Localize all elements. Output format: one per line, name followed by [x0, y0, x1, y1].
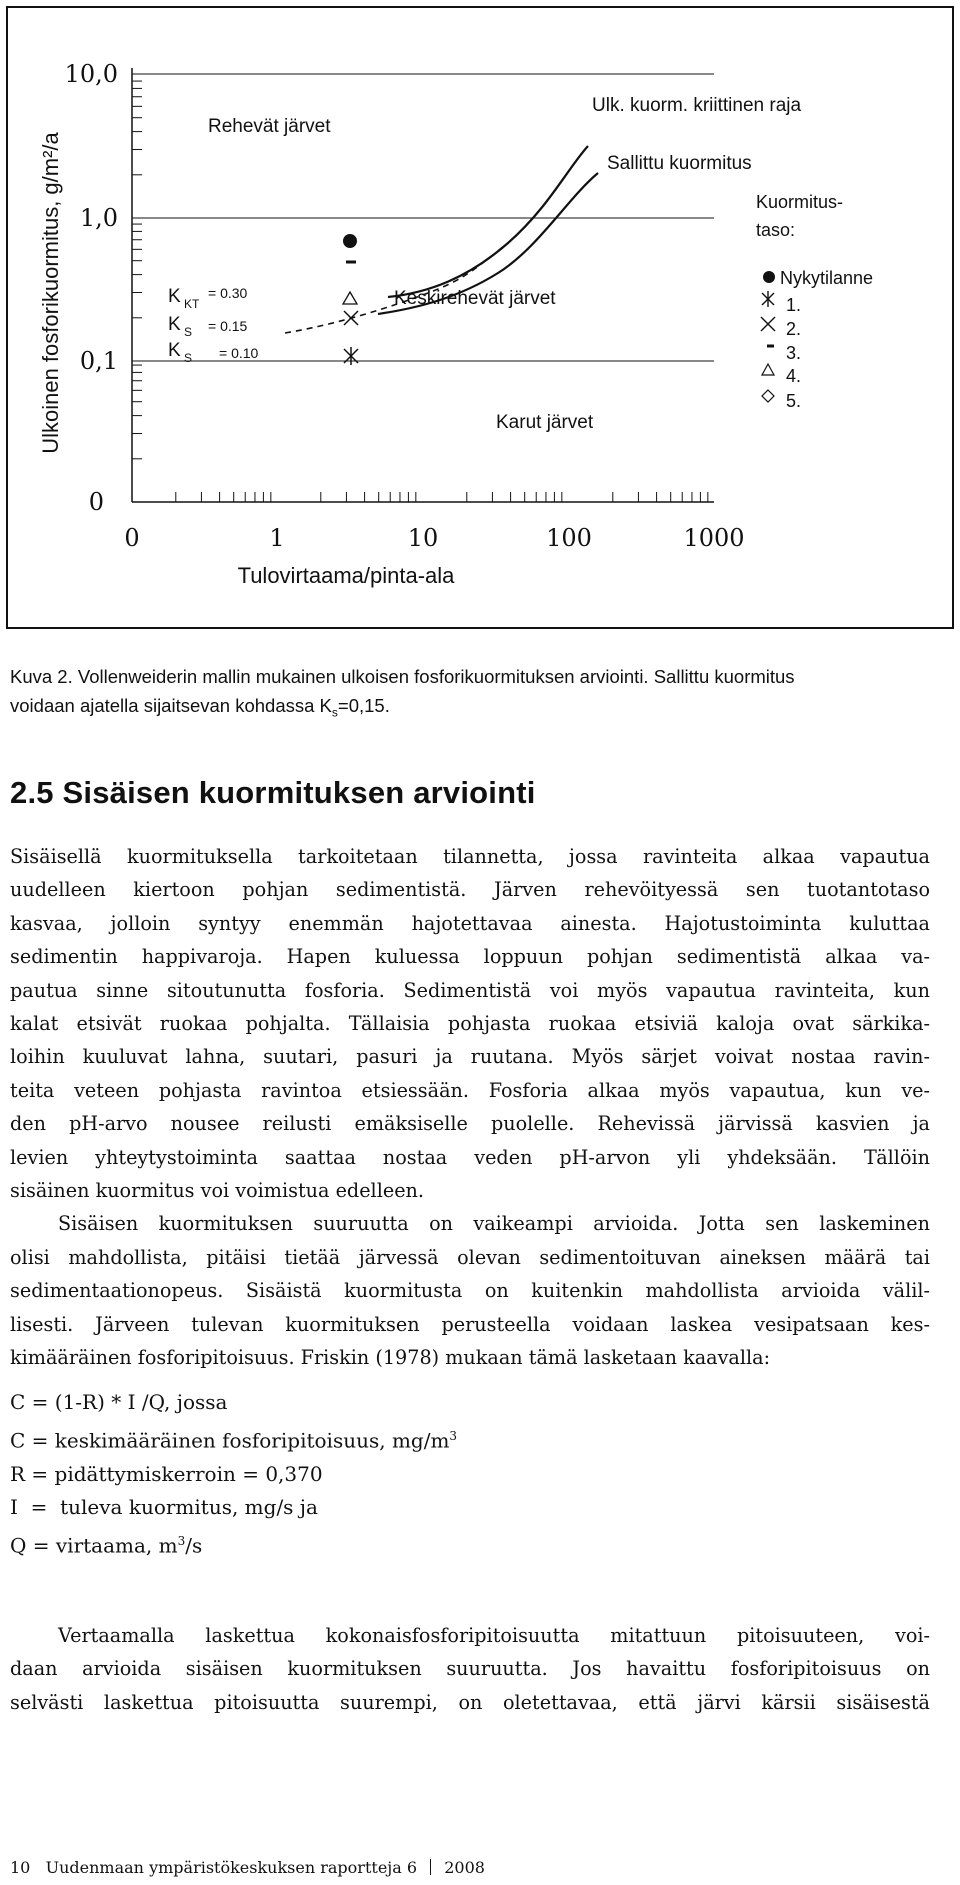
legend-symbol-triangle	[762, 364, 774, 375]
caption-subscript: s	[331, 705, 338, 720]
body-text-2	[10, 1619, 930, 1719]
text-line: den pH-arvo nousee reilusti emäksiselle puolelle. Rehevissä järvissä kasvien ja	[10, 1112, 930, 1136]
vollenweider-chart	[8, 8, 956, 631]
footer-separator	[430, 1859, 431, 1875]
text-line: selvästi laskettua pitoisuutta suurempi, on oletettavaa, että järvi kärsii sisäisestä	[10, 1690, 930, 1714]
y-tick-label: 1,0	[79, 204, 118, 232]
text-line: lisesti. Järveen tulevan kuormituksen perusteella voidaan laskea vesipatsaan kes-	[10, 1312, 930, 1336]
curve-label-critical: Ulk. kuorm. kriittinen raja	[592, 95, 802, 116]
zone-label-eutrophic: Rehevät järvet	[208, 116, 331, 137]
formula-sup: 3	[449, 1428, 458, 1443]
legend-symbol-cross	[761, 317, 775, 331]
y-tick-label: 0,1	[79, 347, 118, 375]
figure-frame	[6, 6, 954, 629]
formula-line	[10, 1420, 457, 1458]
formula-text: Q = virtaama, m	[10, 1533, 178, 1558]
y-axis-title: Ulkoinen fosforikuormitus, g/m²/a	[38, 132, 63, 454]
body-text	[10, 840, 930, 1375]
page-number: 10	[10, 1858, 31, 1877]
text-line: sedimentaationopeus. Sisäistä kuormitusta on kuitenkin mahdollista arvioida välil-	[10, 1279, 930, 1303]
formula-sup: 3	[177, 1533, 186, 1548]
page-footer	[10, 1858, 485, 1877]
text-line: kalat etsivät ruokaa pohjalta. Tällaisia pohjasta ruokaa etsiviä kaloja ovat särkika-	[10, 1012, 930, 1036]
x-tick-label: 1000	[683, 524, 745, 552]
marker-level4	[343, 292, 357, 304]
y-tick-label: 0	[88, 488, 104, 516]
paragraph-1	[10, 840, 930, 1207]
publication-year: 2008	[444, 1858, 485, 1877]
paragraph-3	[10, 1619, 930, 1719]
formula-line: I = tuleva kuormitus, mg/s ja	[10, 1495, 318, 1520]
x-tick-label: 100	[546, 524, 592, 552]
coef-k-sub: S	[184, 325, 193, 339]
text-line: pautua sinne sitoutunutta fosforia. Sedimentistä voi myös vapautua ravinteita, kun	[10, 978, 930, 1002]
text-line: Sisäisellä kuormituksella tarkoitetaan tilannetta, jossa ravinteita alkaa vapautua	[10, 845, 930, 868]
coef-k-label: K	[168, 286, 181, 307]
caption-line: Kuva 2. Vollenweiderin mallin mukainen ulkoisen fosforikuormituksen arviointi. Sallittu kuormitus	[10, 666, 795, 687]
coef-k-label: K	[168, 314, 181, 335]
section-heading: 2.5 Sisäisen kuormituksen arviointi	[10, 775, 536, 810]
x-tick-label: 0	[124, 524, 140, 552]
x-tick-label: 1	[269, 524, 285, 552]
x-tick-label: 10	[407, 524, 439, 552]
caption-text: voidaan ajatella sijaitsevan kohdassa K	[10, 695, 332, 716]
legend-label: 2.	[786, 319, 802, 339]
marker-level2	[344, 311, 358, 325]
legend-label: 5.	[786, 391, 802, 411]
legend-symbol-asterisk	[762, 291, 774, 307]
formula-line: C = (1-R) * I /Q, jossa	[10, 1390, 228, 1414]
curve-label-allowed: Sallittu kuormitus	[607, 153, 752, 174]
legend-symbol-diamond	[762, 390, 774, 402]
text-line: kimääräinen fosforipitoisuus. Friskin (1978) mukaan tämä lasketaan kaavalla:	[10, 1346, 771, 1370]
formula-text: C = keskimääräinen fosforipitoisuus, mg/m	[10, 1428, 450, 1453]
formula-line: R = pidättymiskerroin = 0,370	[10, 1461, 323, 1486]
coef-k-value: = 0.30	[208, 285, 248, 301]
coefficient-labels	[168, 285, 259, 365]
legend-label: Nykytilanne	[780, 268, 874, 288]
coef-k-label: K	[168, 340, 181, 361]
text-line: sisäinen kuormitus voi voimistua edelleen.	[10, 1179, 425, 1203]
formula-text: /s	[185, 1533, 203, 1558]
text-line: Vertaamalla laskettua kokonaisfosforipitoisuutta mitattuun pitoisuuteen, voi-	[58, 1624, 930, 1647]
curve-critical-kkt	[388, 146, 588, 297]
legend-title: Kuormitus-	[756, 192, 844, 212]
y-tick-label: 10,0	[64, 60, 118, 88]
text-line: olisi mahdollista, pitäisi tietää järvessä olevan sedimentoituvan aineksen määrä tai	[10, 1245, 930, 1269]
coef-k-sub: S	[184, 351, 193, 365]
coef-k-value: = 0.15	[208, 318, 248, 334]
text-line: loihin kuuluvat lahna, suutari, pasuri ja ruutana. Myös särjet voivat nostaa ravin-	[10, 1045, 930, 1069]
text-line: teita veteen pohjasta ravintoa etsiessään. Fosforia alkaa myös vapautua, kun ve-	[10, 1078, 930, 1102]
caption-text: =0,15.	[337, 695, 390, 716]
marker-level1	[344, 347, 358, 365]
legend	[756, 192, 873, 411]
zone-label-oligotrophic: Karut järvet	[496, 412, 594, 433]
legend-title: taso:	[756, 220, 796, 240]
legend-label: 4.	[786, 366, 802, 386]
formula-line	[10, 1525, 457, 1563]
zone-label-mesotrophic: Keskirehevät järvet	[394, 288, 556, 309]
text-line: daan arvioida sisäisen kuormituksen suuruutta. Jos havaittu fosforipitoisuus on	[10, 1657, 930, 1681]
coef-k-value: = 0.10	[219, 345, 259, 361]
caption-line	[10, 691, 940, 728]
text-line: kasvaa, jolloin syntyy enemmän hajotettavaa ainesta. Hajotustoiminta kuluttaa	[10, 911, 930, 935]
legend-label: 1.	[786, 295, 802, 315]
paragraph-2	[10, 1207, 930, 1374]
text-line: uudelleen kiertoon pohjan sedimentistä. Järven rehevöityessä sen tuotantotaso	[10, 878, 930, 902]
x-axis-title: Tulovirtaama/pinta-ala	[237, 563, 455, 588]
publication-name: Uudenmaan ympäristökeskuksen raportteja 6	[45, 1858, 418, 1877]
coef-k-sub: KT	[184, 297, 200, 311]
text-line: Sisäisen kuormituksen suuruutta on vaikeampi arvioida. Jotta sen laskeminen	[58, 1212, 930, 1236]
legend-label: 3.	[786, 343, 802, 363]
marker-current	[343, 234, 357, 248]
formula-block	[10, 1386, 457, 1563]
legend-symbol-circle	[763, 271, 775, 283]
figure-caption	[10, 662, 940, 728]
text-line: sedimentin happivaroja. Hapen kuluessa loppuun pohjan sedimentistä alkaa va-	[10, 945, 930, 969]
text-line: levien yhteytystoiminta saattaa nostaa veden pH-arvon yli yhdeksään. Tällöin	[10, 1145, 930, 1169]
